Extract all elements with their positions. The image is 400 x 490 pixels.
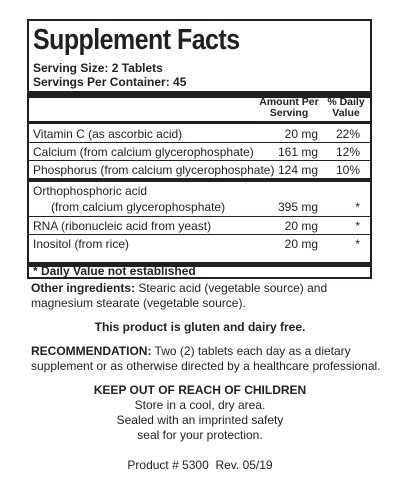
nutrient-amount: 20 mg — [284, 127, 318, 141]
amount-header-line1: Amount Per — [259, 96, 319, 108]
recommendation-line2: supplement or as otherwise directed by a healthcare professional. — [31, 359, 381, 373]
row-divider — [29, 234, 370, 235]
daily-value-footnote: * Daily Value not established — [33, 264, 196, 278]
nutrient-amount: 20 mg — [284, 237, 318, 251]
nutrient-name: Vitamin C (as ascorbic acid) — [33, 127, 183, 141]
product-number-revision: Product # 5300 Rev. 05/19 — [127, 458, 273, 472]
amount-header-line2: Serving — [269, 107, 309, 119]
other-ingredients-line1 — [31, 281, 327, 295]
amount-per-serving-header — [257, 97, 321, 119]
gluten-dairy-statement: This product is gluten and dairy free. — [94, 320, 306, 334]
nutrient-amount: 395 mg — [277, 200, 318, 214]
other-ingredients-line2: magnesium stearate (vegetable source). — [31, 296, 246, 310]
recommendation-line1 — [31, 344, 351, 358]
row-divider — [29, 142, 370, 143]
nutrient-name: Inositol (from rice) — [33, 237, 130, 251]
recommendation-text: Two (2) tablets each day as a dietary — [151, 344, 351, 358]
section-rule — [29, 178, 370, 182]
nutrient-name: Phosphorus (from calcium glycerophosphate) — [33, 163, 275, 177]
header-rule — [29, 121, 370, 124]
nutrient-name-line2: (from calcium glycerophosphate) — [51, 200, 226, 214]
storage-line3: seal for your protection. — [137, 428, 263, 442]
nutrient-name: Calcium (from calcium glycerophosphate) — [33, 145, 254, 159]
servings-per-container: Servings Per Container: 45 — [33, 75, 187, 89]
row-divider — [29, 216, 370, 217]
serving-size: Serving Size: 2 Tablets — [33, 61, 163, 75]
nutrient-dv: 10% — [335, 163, 360, 177]
recommendation-label: RECOMMENDATION: — [31, 344, 152, 358]
nutrient-dv: * — [355, 219, 360, 233]
nutrient-dv: * — [355, 200, 360, 214]
row-divider — [29, 160, 370, 161]
nutrient-dv: * — [355, 237, 360, 251]
nutrient-amount: 124 mg — [277, 163, 318, 177]
nutrient-amount: 20 mg — [284, 219, 318, 233]
other-ingredients-label: Other ingredients: — [31, 281, 136, 295]
supplement-facts-panel — [27, 19, 372, 279]
keep-out-of-reach-heading: KEEP OUT OF REACH OF CHILDREN — [93, 383, 307, 397]
nutrient-name: RNA (ribonucleic acid from yeast) — [33, 219, 212, 233]
daily-value-header — [323, 97, 369, 119]
nutrient-amount: 161 mg — [277, 145, 318, 159]
nutrient-dv: 12% — [335, 145, 360, 159]
storage-line1: Store in a cool, dry area. — [134, 398, 266, 412]
storage-line2: Sealed with an imprinted safety — [116, 413, 284, 427]
dv-header-line1: % Daily — [327, 96, 365, 108]
dv-header-line2: Value — [332, 107, 360, 119]
nutrient-name: Orthophosphoric acid — [33, 184, 148, 198]
panel-title: Supplement Facts — [33, 24, 240, 56]
nutrient-dv: 22% — [335, 127, 360, 141]
other-ingredients-text: Stearic acid (vegetable source) and — [135, 281, 328, 295]
